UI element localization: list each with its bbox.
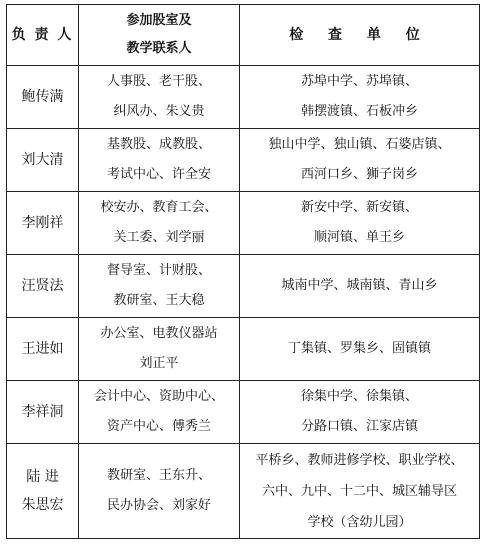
department-line: 基教股、成教股、 [106,137,211,152]
unit-line: 分路口镇、江家店镇 [300,419,418,434]
owner-cell [7,66,79,129]
unit-line: 平桥乡、教师进修学校、职业学校、 [255,452,464,468]
owner-name: 鲍传满 [21,89,64,105]
owner-cell [7,129,79,192]
owner-name: 李祥洞 [21,404,64,420]
department-cell [79,129,240,192]
department-line: 关工委、刘学丽 [113,230,205,245]
department-line: 资产中心、傅秀兰 [106,419,211,434]
owner-cell [7,255,79,318]
unit-line: 韩摆渡镇、石板冲乡 [300,104,418,119]
header-inspection: 检 查 单 位 [240,5,480,66]
unit-cell [240,381,480,444]
header-department [79,5,240,66]
table-row [7,66,480,129]
unit-line: 苏埠中学、苏埠镇、 [300,74,418,89]
owner-cell [7,444,79,539]
department-cell [79,381,240,444]
unit-line: 城南中学、城南镇、青山乡 [281,278,438,293]
owner-cell [7,192,79,255]
unit-line: 学校（含幼儿园） [307,514,412,530]
header-department-line2: 教学联系人 [126,41,192,56]
unit-cell [240,255,480,318]
department-line: 办公室、电教仪器站 [100,326,218,341]
owner-name: 王进如 [21,341,64,357]
unit-cell [240,318,480,381]
department-line: 刘正平 [139,356,179,371]
department-cell [79,192,240,255]
unit-line: 六中、九中、十二中、城区辅导区 [261,483,457,499]
department-line: 纠风办、朱义贵 [113,104,205,119]
department-line: 人事股、老干股、 [106,74,211,89]
department-line: 教研室、王东升、 [106,468,211,483]
department-cell [79,444,240,539]
owner-name: 汪贤法 [21,278,64,294]
owner-name: 朱思宏 [21,497,64,513]
department-line: 教研室、王大稳 [113,293,205,308]
department-line: 校安办、教育工会、 [100,200,218,215]
unit-cell [240,66,480,129]
department-line: 会计中心、资助中心、 [93,389,224,404]
owner-name: 陆 进 [26,469,59,485]
header-department-line1: 参加股室及 [126,13,192,28]
owner-name: 刘大清 [21,152,64,168]
department-cell [79,318,240,381]
table-row [7,192,480,255]
owner-name: 李刚祥 [21,215,64,231]
department-line: 督导室、计财股、 [106,263,211,278]
unit-line: 西河口乡、狮子岗乡 [300,167,418,182]
owner-cell [7,318,79,381]
unit-line: 徐集中学、徐集镇、 [300,389,418,404]
table-row [7,318,480,381]
department-line: 民办协会、刘家好 [106,498,211,513]
assignment-table [6,4,480,539]
department-cell [79,255,240,318]
unit-cell [240,192,480,255]
table-row [7,444,480,539]
header-row [7,5,480,66]
table-row [7,255,480,318]
department-line: 考试中心、许全安 [106,167,211,182]
header-owner: 负 责 人 [7,5,79,66]
department-cell [79,66,240,129]
owner-cell [7,381,79,444]
unit-line: 顺河镇、单王乡 [313,230,405,245]
unit-line: 新安中学、新安镇、 [300,200,418,215]
table-row [7,129,480,192]
unit-cell [240,444,480,539]
unit-line: 丁集镇、罗集乡、固镇镇 [287,341,431,356]
unit-line: 独山中学、独山镇、石婆店镇、 [268,137,451,152]
table-row [7,381,480,444]
unit-cell [240,129,480,192]
